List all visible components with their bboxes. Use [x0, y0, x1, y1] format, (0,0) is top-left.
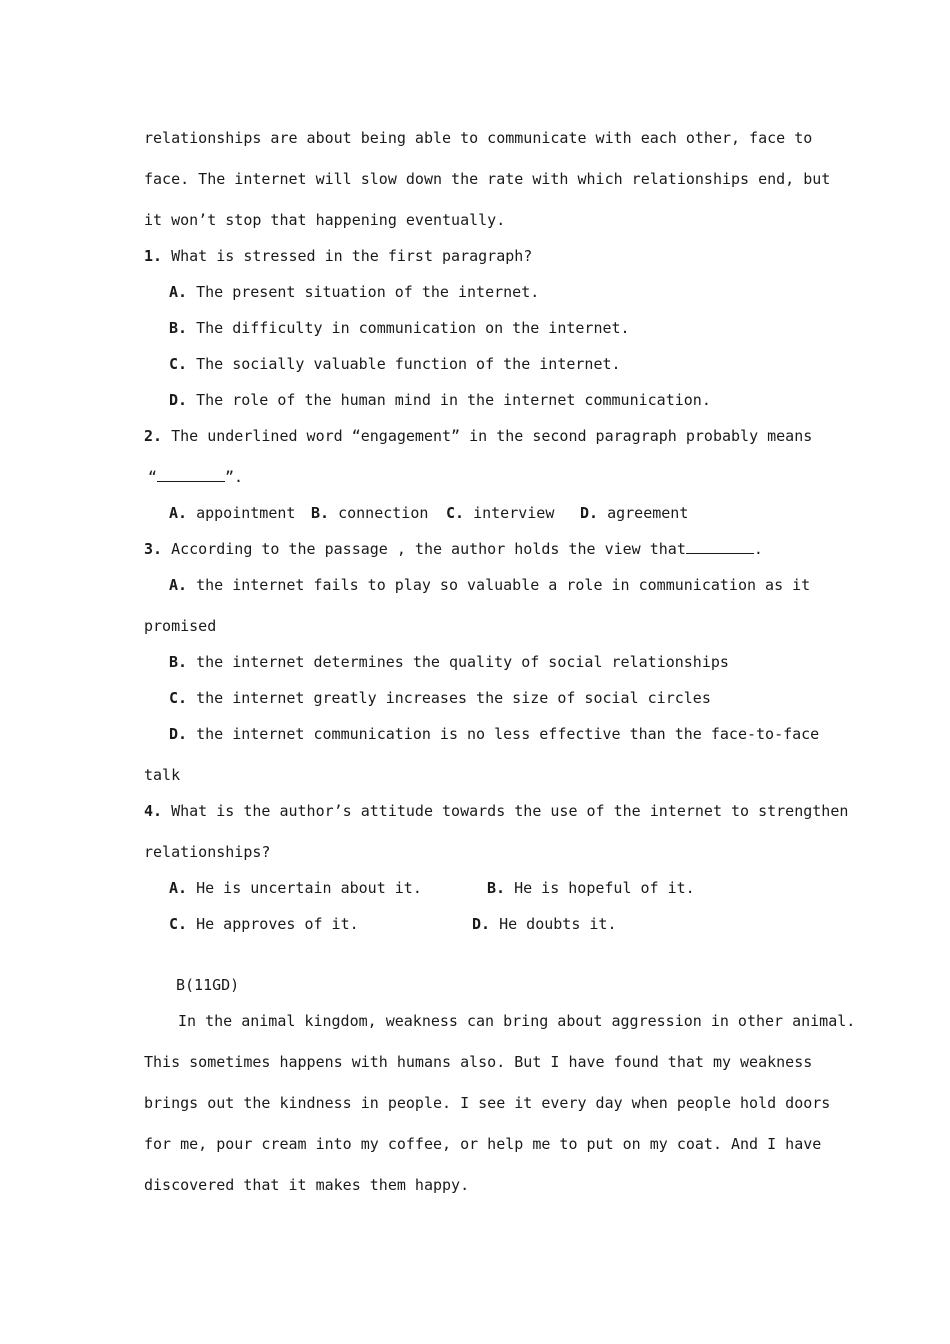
option[interactable] — [169, 318, 630, 338]
option-text: the internet communication is no less effective than the face-to-face — [196, 725, 820, 743]
question-text: What is stressed in the first paragraph? — [171, 247, 533, 265]
option-text: agreement — [607, 504, 689, 522]
passage-line: relationships are about being able to communicate with each other, face to — [144, 129, 813, 147]
question-1-stem — [144, 246, 532, 266]
option[interactable] — [169, 282, 539, 302]
question-number: 2. — [144, 427, 163, 445]
option-letter: A. — [169, 283, 188, 301]
question-number: 1. — [144, 247, 163, 265]
passage-line: This sometimes happens with humans also. But I have found that my weakness — [144, 1053, 813, 1071]
option-letter: D. — [472, 915, 491, 933]
option[interactable] — [169, 914, 359, 934]
option[interactable] — [169, 390, 711, 410]
option-letter: C. — [446, 504, 465, 522]
option-continuation: talk — [144, 766, 181, 784]
option-continuation: promised — [144, 617, 217, 635]
option-letter: B. — [311, 504, 330, 522]
option-text: The role of the human mind in the internet communication. — [196, 391, 711, 409]
passage-line: for me, pour cream into my coffee, or help me to put on my coat. And I have — [144, 1135, 822, 1153]
question-text: What is the author’s attitude towards the use of the internet to strengthen — [171, 802, 849, 820]
option-text: The socially valuable function of the internet. — [196, 355, 621, 373]
option-text: He approves of it. — [196, 915, 359, 933]
option[interactable] — [169, 503, 295, 523]
question-text-continuation: relationships? — [144, 843, 271, 861]
option-letter: A. — [169, 879, 188, 897]
passage-line: it won’t stop that happening eventually. — [144, 211, 506, 229]
option-text: He is hopeful of it. — [514, 879, 695, 897]
passage-line: discovered that it makes them happy. — [144, 1176, 470, 1194]
answer-blank-line — [148, 467, 243, 487]
option-text: The present situation of the internet. — [196, 283, 540, 301]
passage-line: In the animal kingdom, weakness can bring about aggression in other animal. — [178, 1012, 856, 1030]
option[interactable] — [446, 503, 554, 523]
section-heading: B(11GD) — [176, 976, 240, 994]
option[interactable] — [472, 914, 617, 934]
question-4-stem — [144, 801, 849, 821]
option-letter: A. — [169, 504, 188, 522]
option-text: The difficulty in communication on the internet. — [196, 319, 630, 337]
option-letter: D. — [580, 504, 599, 522]
option-text: the internet fails to play so valuable a role in communication as it — [196, 576, 811, 594]
question-2-stem — [144, 426, 813, 446]
option-text: connection — [338, 504, 429, 522]
question-text: The underlined word “engagement” in the second paragraph probably means — [171, 427, 813, 445]
option[interactable] — [169, 688, 711, 708]
option[interactable] — [311, 503, 428, 523]
passage-line: brings out the kindness in people. I see it every day when people hold doors — [144, 1094, 831, 1112]
option-letter: D. — [169, 391, 188, 409]
option-text: appointment — [196, 504, 296, 522]
question-text: According to the passage , the author holds the view that — [171, 540, 686, 558]
option-letter: B. — [169, 653, 188, 671]
question-number: 4. — [144, 802, 163, 820]
question-number: 3. — [144, 540, 163, 558]
option[interactable] — [580, 503, 688, 523]
option[interactable] — [169, 878, 422, 898]
option-letter: C. — [169, 915, 188, 933]
option-text: He is uncertain about it. — [196, 879, 422, 897]
open-quote: “ — [148, 468, 158, 486]
close-quote: ”. — [225, 468, 244, 486]
passage-line: face. The internet will slow down the rate with which relationships end, but — [144, 170, 831, 188]
option[interactable] — [169, 652, 729, 672]
option-text: the internet greatly increases the size of social circles — [196, 689, 711, 707]
option-text: interview — [473, 504, 555, 522]
answer-blank[interactable] — [157, 467, 225, 482]
question-3-stem — [144, 539, 763, 559]
option[interactable] — [487, 878, 695, 898]
option-text: the internet determines the quality of social relationships — [196, 653, 729, 671]
option-letter: D. — [169, 725, 188, 743]
option[interactable] — [169, 575, 811, 595]
option-letter: B. — [169, 319, 188, 337]
option-letter: C. — [169, 355, 188, 373]
stem-end: . — [753, 540, 763, 558]
option-text: He doubts it. — [499, 915, 617, 933]
option[interactable] — [169, 724, 820, 744]
option[interactable] — [169, 354, 621, 374]
answer-blank[interactable] — [686, 539, 754, 554]
option-letter: C. — [169, 689, 188, 707]
option-letter: B. — [487, 879, 506, 897]
option-letter: A. — [169, 576, 188, 594]
